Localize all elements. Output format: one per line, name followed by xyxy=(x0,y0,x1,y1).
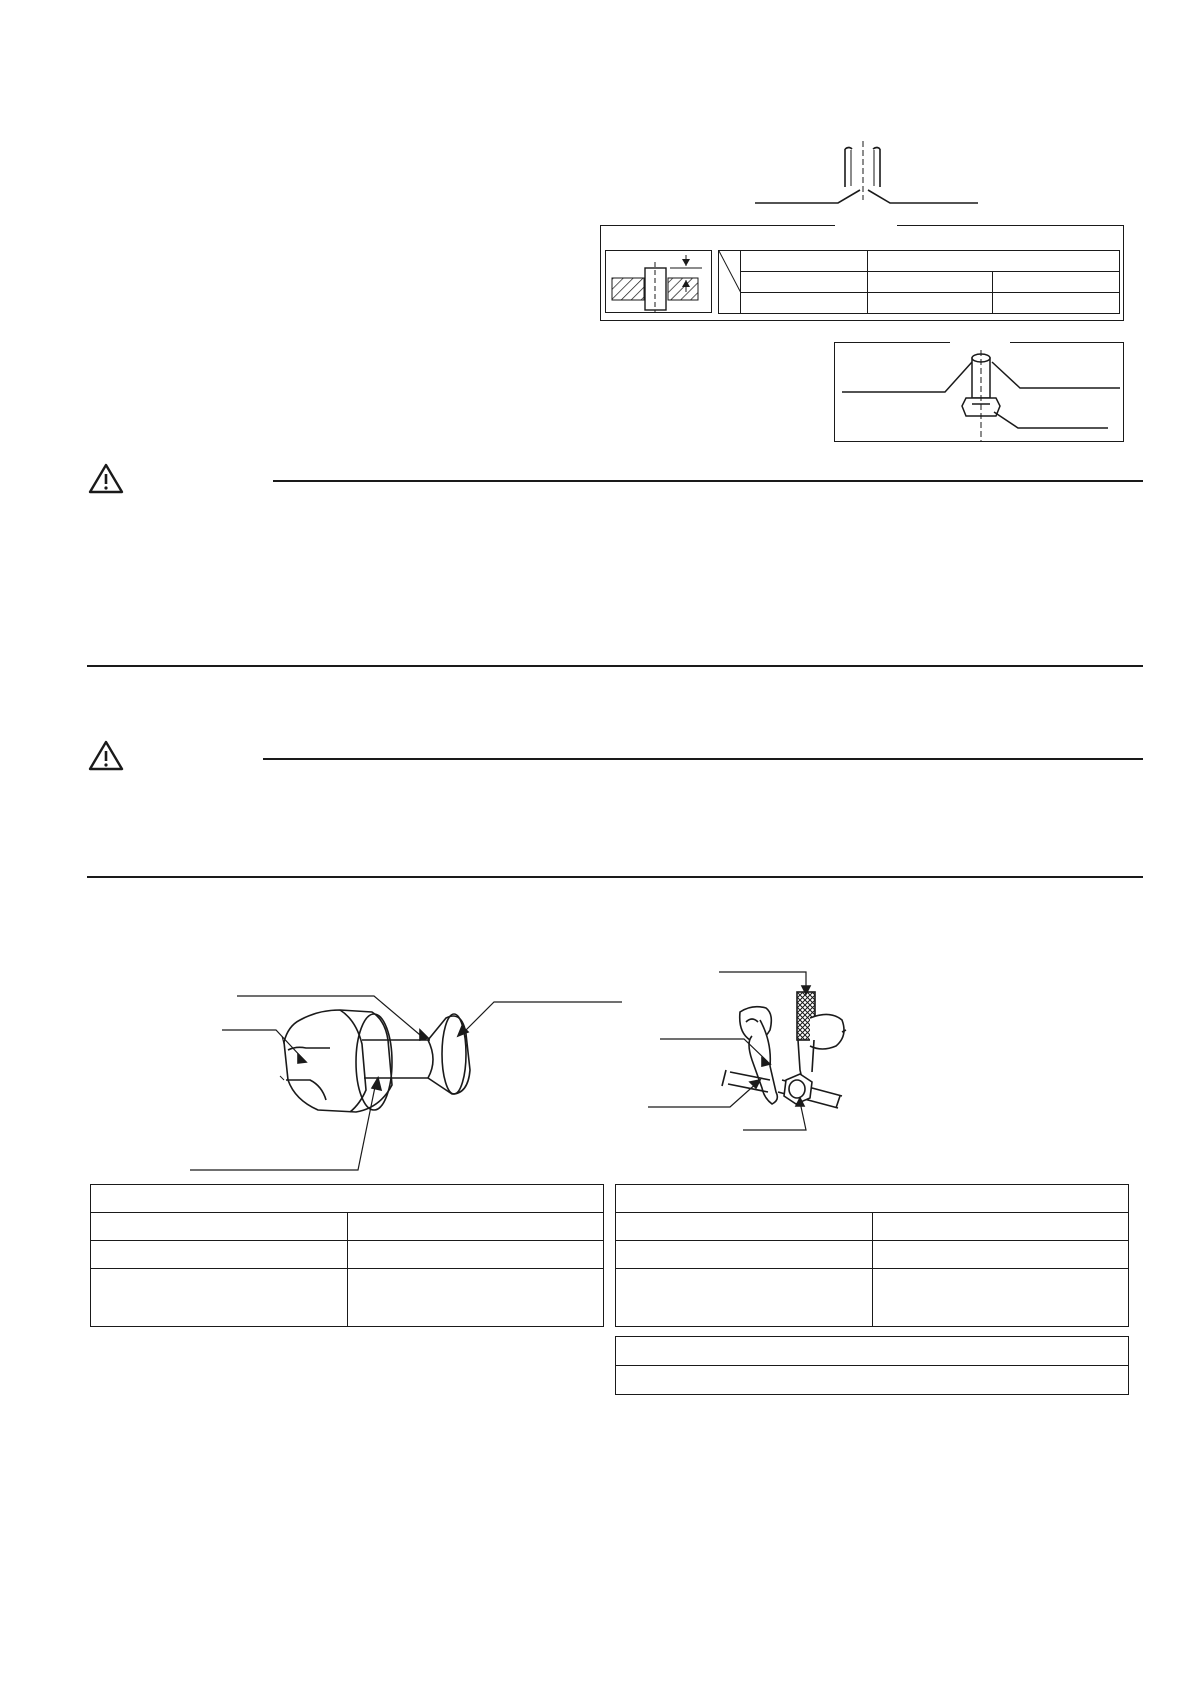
table-cell xyxy=(616,1366,1129,1395)
warning-triangle-icon xyxy=(88,739,128,773)
warning-heading-rule xyxy=(263,758,1143,760)
table-cell xyxy=(91,1269,348,1327)
table-cell xyxy=(348,1213,604,1241)
table-cell xyxy=(616,1241,873,1269)
table-header-cell xyxy=(616,1185,1129,1213)
torque-table-left xyxy=(90,1184,604,1327)
table-cell xyxy=(91,1241,348,1269)
warning-heading-rule xyxy=(273,480,1143,482)
table-cell xyxy=(348,1241,604,1269)
flare-pipe-drawing xyxy=(755,141,978,203)
flare-dimension-table xyxy=(718,250,1120,314)
table-cell xyxy=(616,1269,873,1327)
section-divider xyxy=(87,665,1143,667)
warning-triangle-icon xyxy=(88,462,128,496)
flare-nut-check-panel xyxy=(834,342,1124,442)
table-corner-cell xyxy=(719,251,741,314)
flare-cross-section-inset xyxy=(605,250,712,313)
table-cell xyxy=(741,272,868,293)
table-cell xyxy=(868,251,1120,272)
table-header-cell xyxy=(91,1185,604,1213)
section-divider xyxy=(87,876,1143,878)
table-cell xyxy=(873,1241,1129,1269)
table-cell xyxy=(873,1269,1129,1327)
table-cell xyxy=(741,293,868,314)
table-cell xyxy=(868,272,993,293)
table-cell xyxy=(348,1269,604,1327)
table-cell xyxy=(873,1213,1129,1241)
table-cell xyxy=(993,293,1120,314)
table-cell xyxy=(616,1213,873,1241)
table-cell xyxy=(741,251,868,272)
table-cell xyxy=(91,1213,348,1241)
note-table xyxy=(615,1336,1129,1395)
table-cell xyxy=(616,1337,1129,1366)
torque-table-right xyxy=(615,1184,1129,1327)
table-cell xyxy=(868,293,993,314)
table-cell xyxy=(993,272,1120,293)
